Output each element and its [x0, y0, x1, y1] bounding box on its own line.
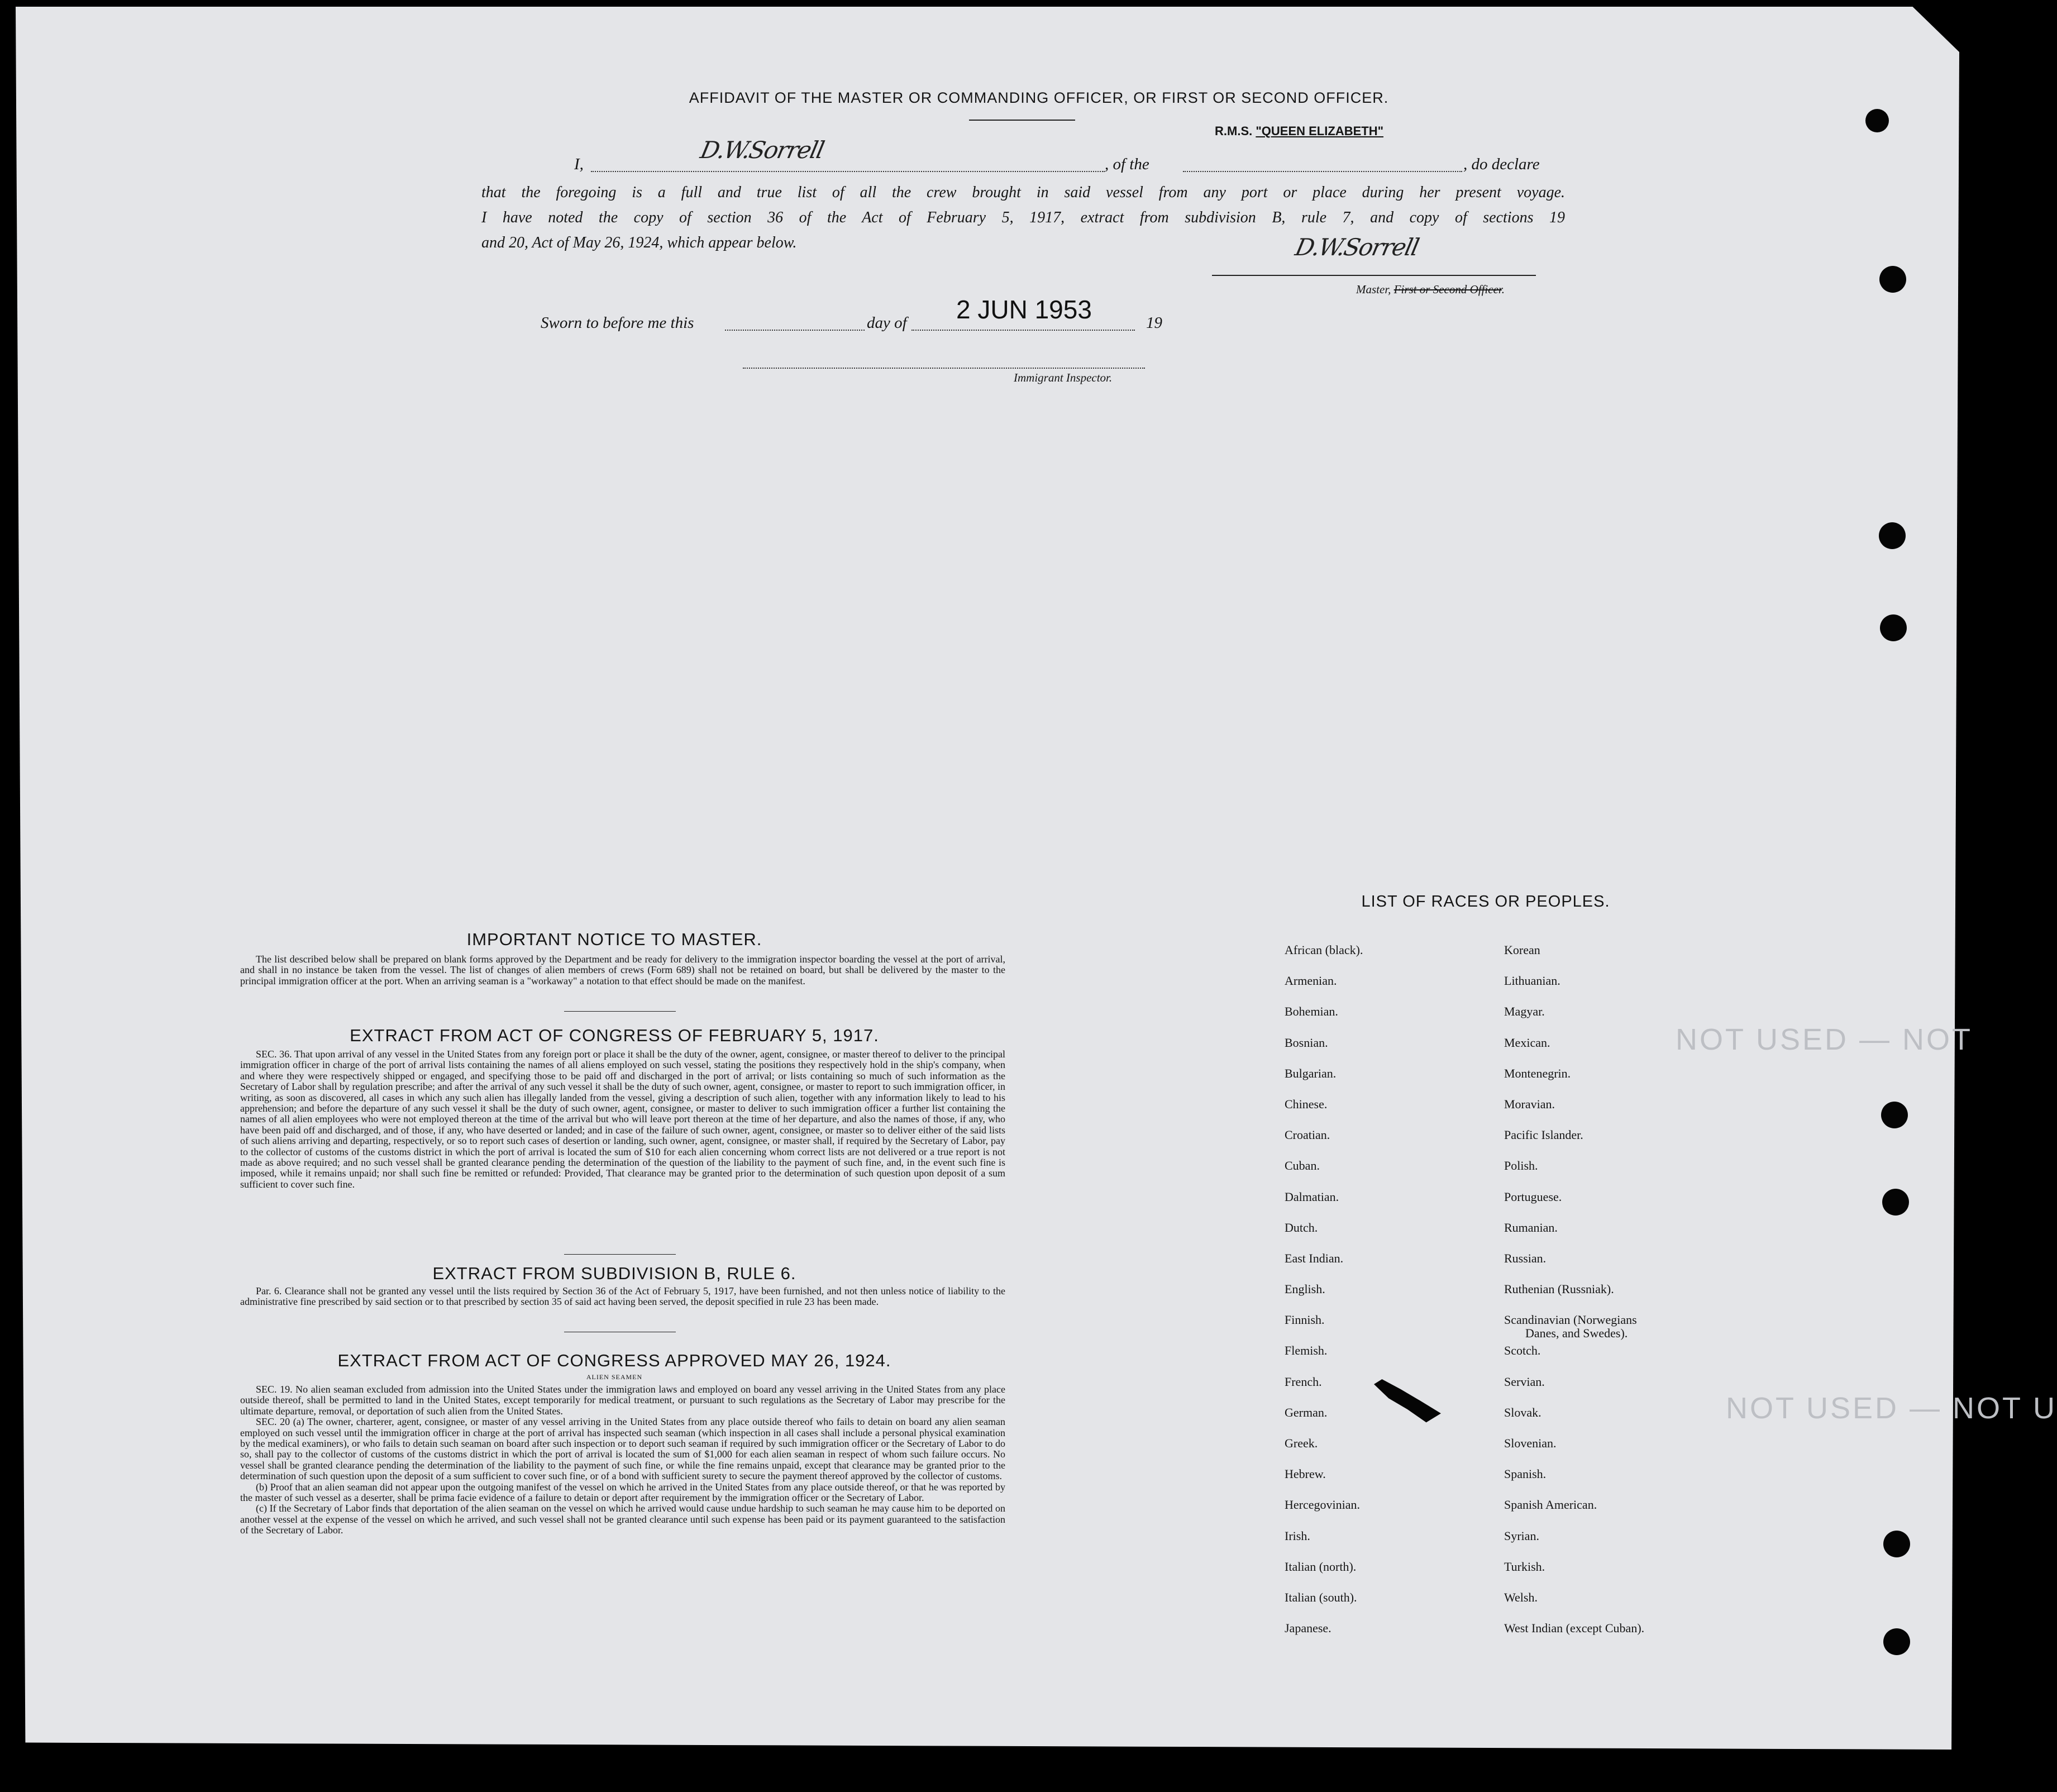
- affidavit-line: that the foregoing is a full and true list of all the crew brought in said vessel from any port or place during her present voyage.: [481, 184, 1565, 201]
- race-item: Greek.: [1285, 1436, 1318, 1450]
- inspector-signature-line: [743, 368, 1145, 369]
- bleed-through-text: NOT USED — NOT U: [1726, 1391, 2057, 1425]
- signature-line: [1212, 275, 1536, 276]
- important-notice-text: The list described below shall be prepared on blank forms approved by the Department and be ready for delivery to the immigration inspector boarding the vessel at the port of arrival, and shall in no instance be taken from the vessel. The list of changes of alien members of crews (Form 689) shall not be retained on board, but shall be delivered by the master to the principal immigration officer at the port. When an arriving seaman is a "workaway" a notation to that effect should be made on the manifest.: [240, 954, 1005, 986]
- race-item: Chinese.: [1285, 1097, 1328, 1111]
- officer-signature: D.W.Sorrell: [698, 136, 826, 164]
- race-item: Croatian.: [1285, 1128, 1330, 1142]
- race-item: Slovenian.: [1504, 1436, 1557, 1450]
- extract-1917-text: SEC. 36. That upon arrival of any vessel in the United States from any foreign port or place it shall be the duty of the owner, agent, consignee, or master thereof to deliver to the principal immigration officer in charge of the port of arrival lists containing the names of all aliens employed on such vessel, stating the positions they respectively hold in the ship's company, when and where they were respectively shipped or engaged, and specifying those to be paid off and discharged in the port of arrival; or lists containing so much of such information as the Secretary of Labor shall by regulation prescribe; and after the arrival of any such vessel it shall be the duty of such owner, agent, consignee, or master to report to such immigration officer, in writing, as soon as discovered, all cases in which any such alien has illegally landed from the vessel, giving a description of such alien, together with any information likely to lead to his apprehension; and before the departure of any such vessel it shall be the duty of such owner, agent, consignee, or master to deliver to such immigration officer a further list containing the names of all alien employees who were not employed thereon at the time of the arrival but who will leave port thereon at the time of her departure, and also the names of those, if any, who have been paid off and discharged, and of those, if any, who have deserted or landed; and in case of the failure of such owner, agent, consignee, or master so to deliver either of the said lists of such aliens arriving and departing, respectively, or so to report such cases of desertion or landing, such owner, agent, consignee, or master shall, if required by the Secretary of Labor, pay to the collector of customs of the customs district in which the port of arrival is located the sum of $10 for each alien concerning whom correct lists are not delivered or a true report is not made as above required; and no such vessel shall be granted clearance pending the determination of the question of the liability to the payment of such fine, and, in the event such fine is imposed, while it remains unpaid; nor shall such fine be remitted or refunded: Provided, That clearance may be granted prior to the determination of such question upon deposit of a sum sufficient to cover such fine.: [240, 1048, 1005, 1190]
- punch-hole: [1880, 614, 1907, 641]
- race-item: Magyar.: [1504, 1004, 1545, 1019]
- race-item: West Indian (except Cuban).: [1504, 1621, 1645, 1636]
- name-field: [591, 171, 1105, 172]
- race-item: German.: [1285, 1405, 1328, 1419]
- extract-1924-text: [240, 1384, 1005, 1536]
- race-item: Welsh.: [1504, 1590, 1538, 1604]
- divider: [564, 1011, 676, 1012]
- do-declare-label: , do declare: [1463, 155, 1540, 173]
- race-item-continuation: Danes, and Swedes).: [1525, 1326, 1628, 1341]
- races-list-right: [1504, 943, 1644, 1652]
- race-item: Turkish.: [1504, 1559, 1545, 1574]
- punch-hole: [1882, 1189, 1909, 1216]
- race-item: Russian.: [1504, 1251, 1547, 1265]
- race-item: French.: [1285, 1374, 1322, 1389]
- year-label: 19: [1146, 314, 1162, 332]
- day-field: [725, 330, 865, 331]
- section-20b-paragraph: (b) Proof that an alien seaman did not appear upon the outgoing manifest of the vessel on which he arrived in the United States from any place outside thereof, or that he was reported by the master of such vessel as a deserter, shall be prima facie evidence of a failure to detain or deport after requirement by the immigration officer or the Secretary of Labor.: [240, 1481, 1005, 1504]
- race-item: Dutch.: [1285, 1220, 1318, 1235]
- race-item: Hebrew.: [1285, 1467, 1326, 1481]
- race-item: Portuguese.: [1504, 1189, 1562, 1204]
- affidavit-title: AFFIDAVIT OF THE MASTER OR COMMANDING OFFICER, OR FIRST OR SECOND OFFICER.: [689, 89, 1389, 106]
- master-caption-text: Master,: [1356, 283, 1394, 296]
- divider: [564, 1254, 676, 1255]
- punch-hole: [1883, 1531, 1910, 1557]
- race-item: English.: [1285, 1282, 1325, 1297]
- punch-hole: [1879, 266, 1906, 293]
- race-item: Polish.: [1504, 1159, 1538, 1173]
- race-item: Scotch.: [1504, 1343, 1541, 1358]
- important-notice-heading: IMPORTANT NOTICE TO MASTER.: [466, 930, 762, 949]
- race-item: Dalmatian.: [1285, 1189, 1339, 1204]
- races-list-left: [1285, 943, 1363, 1652]
- section-20c-paragraph: (c) If the Secretary of Labor finds that deportation of the alien seaman on the vessel on which he arrived would cause undue hardship to such seaman he may cause him to be deported on another vessel at the expense of the vessel on which he arrived, and such vessel shall not be granted clearance until such expense has been paid or its payment guaranteed to the satisfaction of the Secretary of Labor.: [240, 1503, 1005, 1536]
- extract-1924-heading: EXTRACT FROM ACT OF CONGRESS APPROVED MAY 26, 1924.: [337, 1351, 891, 1370]
- extract-rule6-heading: EXTRACT FROM SUBDIVISION B, RULE 6.: [432, 1264, 796, 1283]
- race-item: Pacific Islander.: [1504, 1128, 1583, 1142]
- extract-rule6-text: Par. 6. Clearance shall not be granted any vessel until the lists required by Section 36 of the Act of February 5, 1917, have been furnished, and not then unless notice of liability to the administrative fine prescribed by said section or to that prescribed by section 35 of said act having been served, the deposit specified in rule 23 has been made.: [240, 1285, 1005, 1308]
- race-item: Italian (south).: [1285, 1590, 1357, 1604]
- punch-hole: [1881, 1102, 1908, 1128]
- race-item: Syrian.: [1504, 1528, 1539, 1543]
- master-caption-end: .: [1501, 283, 1505, 296]
- vessel-name: [1215, 124, 1383, 139]
- race-item: Italian (north).: [1285, 1559, 1357, 1574]
- race-item: Mexican.: [1504, 1035, 1550, 1050]
- vessel-field: [1183, 171, 1462, 172]
- inspector-caption: Immigrant Inspector.: [1014, 371, 1113, 384]
- race-item: Montenegrin.: [1504, 1066, 1571, 1080]
- race-item: Bohemian.: [1285, 1004, 1338, 1019]
- sworn-label: Sworn to before me this: [541, 314, 694, 332]
- race-item: Lithuanian.: [1504, 974, 1560, 988]
- extract-1917-heading: EXTRACT FROM ACT OF CONGRESS OF FEBRUARY 5, 1917.: [350, 1026, 879, 1045]
- race-item: Servian.: [1504, 1374, 1545, 1389]
- race-item: Korean: [1504, 943, 1540, 957]
- race-item: Finnish.: [1285, 1313, 1325, 1327]
- vessel-name-text: "QUEEN ELIZABETH": [1256, 124, 1384, 138]
- race-item: Flemish.: [1285, 1343, 1328, 1358]
- race-item: Japanese.: [1285, 1621, 1331, 1636]
- race-item: Spanish.: [1504, 1467, 1547, 1481]
- vessel-prefix: R.M.S.: [1215, 124, 1253, 138]
- race-item: Irish.: [1285, 1528, 1310, 1543]
- punch-hole: [1879, 522, 1906, 549]
- affidavit-line: and 20, Act of May 26, 1924, which appear below.: [481, 234, 797, 251]
- date-stamp: 2 JUN 1953: [956, 295, 1092, 324]
- master-caption: [1356, 283, 1505, 297]
- of-the-label: , of the: [1105, 155, 1149, 173]
- race-item: Rumanian.: [1504, 1220, 1558, 1235]
- master-signature: D.W.Sorrell: [1292, 233, 1421, 261]
- section-20a-paragraph: SEC. 20 (a) The owner, charterer, agent, consignee, or master of any vessel arriving in the United States from any place outside thereof who fails to detain on board any alien seaman employed on such vessel until the immigration officer in charge at the port of arrival has inspected such seaman (which inspection in all cases shall include a personal physical examination by the medical examiners), or who fails to detain such seaman on board after such inspection or to deport such seaman if required by such immigration officer or the Secretary of Labor to do so, shall pay to the collector of customs of the customs district in which the port of arrival is located the sum of $1,000 for each alien seaman in respect of whom such failure occurs. No vessel shall be granted clearance pending the determination of the liability to the payment of such fine, or while the fine remains unpaid, except that clearance may be granted prior to the determination of such question upon the deposit of a sum sufficient to cover such fine, or of a bond with sufficient surety to secure the payment thereof approved by the collector of customs.: [240, 1416, 1005, 1482]
- race-item: Spanish American.: [1504, 1498, 1597, 1512]
- race-item: Scandinavian (Norwegians Danes, and Swedes).: [1504, 1313, 1644, 1343]
- punch-hole: [1883, 1628, 1910, 1655]
- i-label: I,: [574, 155, 584, 173]
- race-item: East Indian.: [1285, 1251, 1344, 1265]
- race-item: Ruthenian (Russniak).: [1504, 1282, 1614, 1297]
- section-19-paragraph: SEC. 19. No alien seaman excluded from admission into the United States under the immigration laws and employed on board any vessel arriving in the United States from any place outside thereof, shall be permitted to land in the United States, except temporarily for medical treatment, or pursuant to such regulations as the Secretary of Labor may prescribe for the ultimate departure, removal, or deportation of such alien from the United States.: [240, 1384, 1005, 1417]
- race-item: Bosnian.: [1285, 1035, 1328, 1050]
- race-item: Bulgarian.: [1285, 1066, 1337, 1080]
- divider: [969, 120, 1075, 121]
- struck-out-text: First or Second Officer: [1393, 283, 1502, 296]
- bleed-through-text: NOT USED — NOT: [1676, 1023, 1973, 1056]
- races-list-title: LIST OF RACES OR PEOPLES.: [1361, 893, 1610, 911]
- race-item: Armenian.: [1285, 974, 1337, 988]
- race-item: Hercegovinian.: [1285, 1498, 1360, 1512]
- race-item: African (black).: [1285, 943, 1363, 957]
- affidavit-line: I have noted the copy of section 36 of the Act of February 5, 1917, extract from subdivision B, rule 7, and copy of sections 19: [481, 209, 1565, 226]
- day-of-label: day of: [867, 314, 907, 332]
- race-item: Slovak.: [1504, 1405, 1541, 1419]
- month-field: [911, 330, 1135, 331]
- alien-seamen-subheading: ALIEN SEAMEN: [586, 1373, 643, 1381]
- race-item: Moravian.: [1504, 1097, 1555, 1111]
- race-item: Cuban.: [1285, 1159, 1320, 1173]
- punch-hole: [1865, 109, 1889, 132]
